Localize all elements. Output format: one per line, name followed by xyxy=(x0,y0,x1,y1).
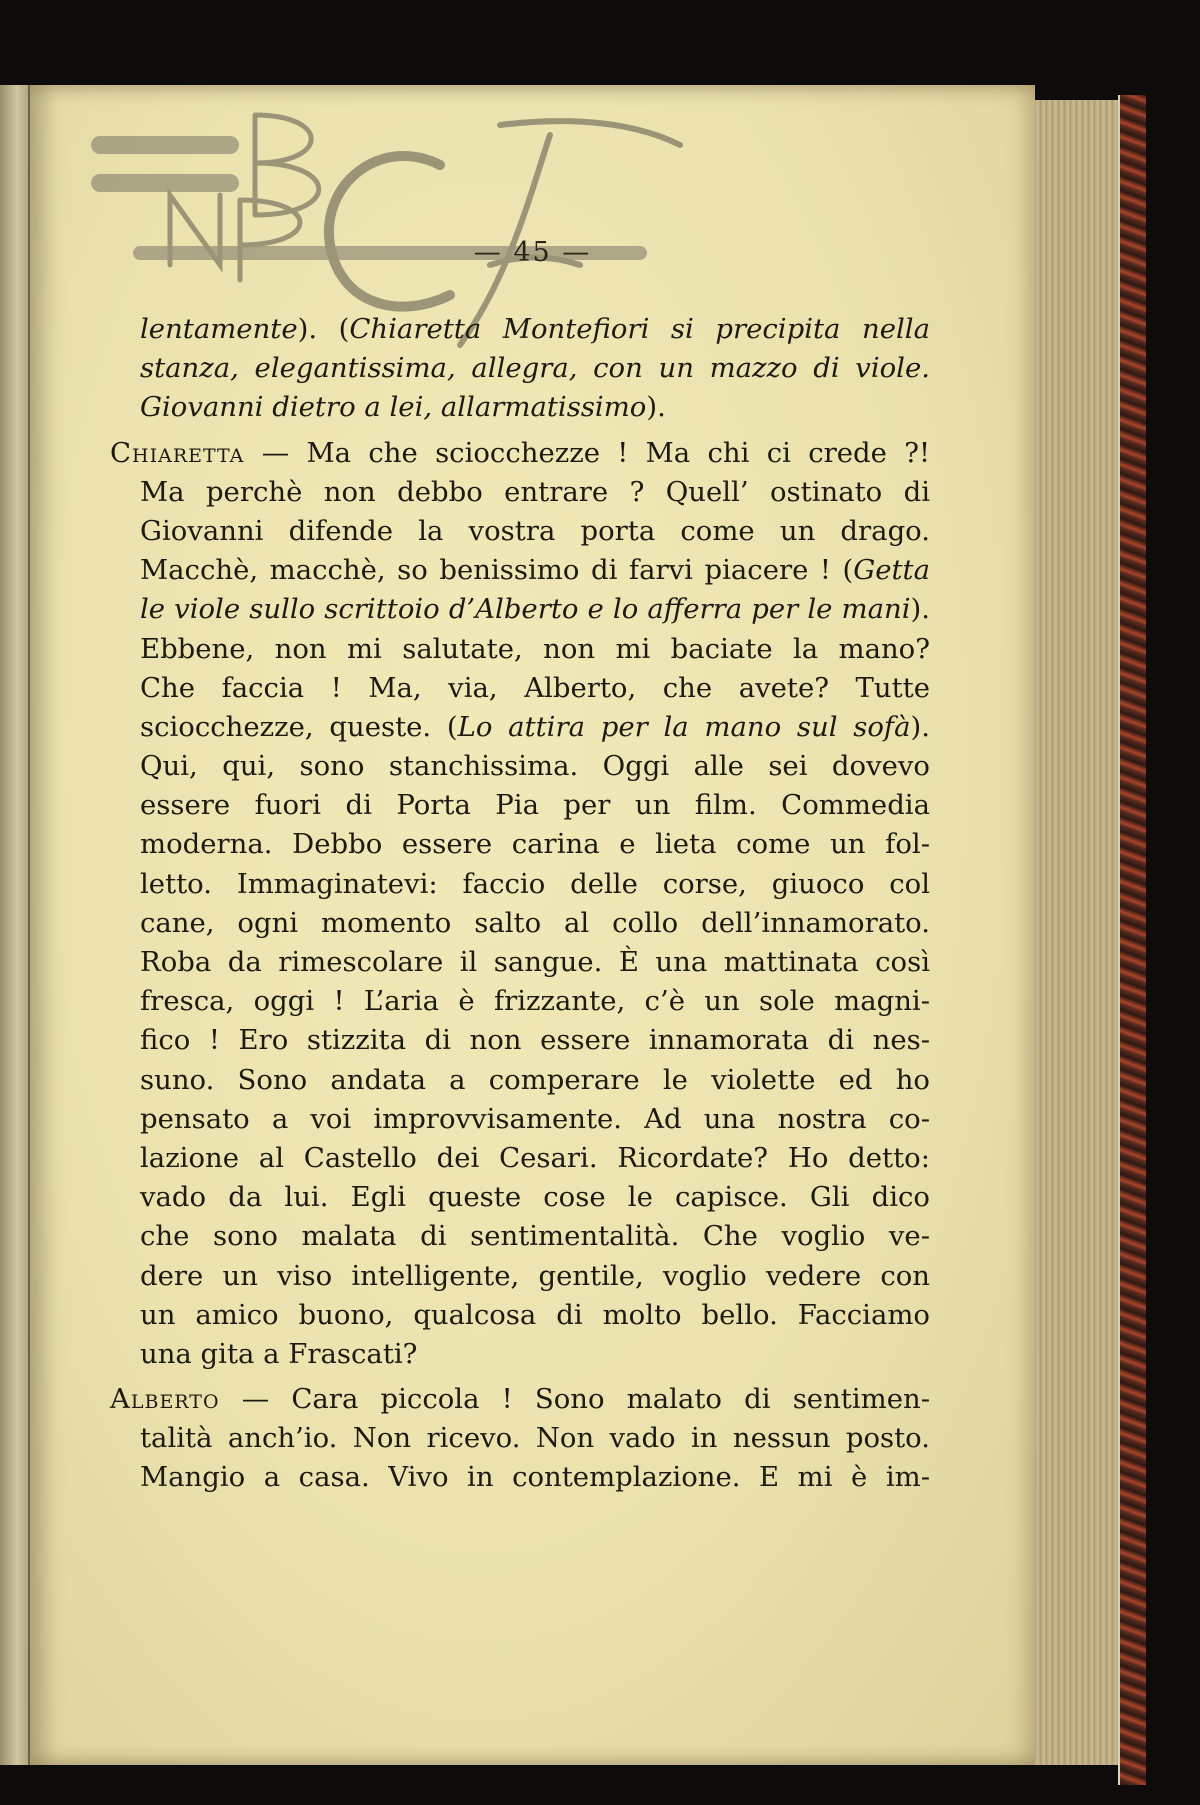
text-segment: un amico buono, qualcosa di molto bello. Facciamo xyxy=(140,1298,930,1331)
text-segment: una gita a Frascati? xyxy=(140,1337,418,1370)
text-line xyxy=(110,904,930,943)
text-line xyxy=(110,1419,930,1458)
text-line xyxy=(110,1061,930,1100)
text-line xyxy=(110,349,930,388)
text-segment: Mangio a casa. Vivo in contemplazione. E mi è im- xyxy=(140,1461,930,1494)
text-segment: Qui, qui, sono stanchissima. Oggi alle sei dovevo xyxy=(140,750,930,783)
text-line xyxy=(110,1139,930,1178)
text-segment: vado da lui. Egli queste cose le capisce. Gli dico xyxy=(140,1181,930,1214)
text-segment: Ma perchè non debbo entrare ? Quell’ ostinato di xyxy=(140,475,930,508)
text-segment: fico ! Ero stizzita di non essere innamorata di nes- xyxy=(140,1024,930,1057)
text-line xyxy=(110,551,930,590)
text-line xyxy=(110,590,930,629)
text-segment: Getta xyxy=(853,554,930,587)
text-segment: Giovanni difende la vostra porta come un drago. xyxy=(140,514,930,547)
text-line xyxy=(110,786,930,825)
text-segment: lazione al Castello dei Cesari. Ricordate? Ho detto: xyxy=(140,1141,930,1174)
text-line xyxy=(110,512,930,551)
text-line xyxy=(110,434,930,473)
text-segment: Ebbene, non mi salutate, non mi baciate la mano? xyxy=(140,632,930,665)
text-segment: ). xyxy=(910,710,930,743)
text-segment: cane, ogni momento salto al collo dell’innamorato. xyxy=(140,906,930,939)
text-segment: ). xyxy=(910,593,930,626)
text-segment: lentamente xyxy=(140,313,298,345)
text-line xyxy=(110,473,930,512)
text-segment: Macchè, macchè, so benissimo di farvi piacere ! ( xyxy=(140,554,854,587)
left-page-edge xyxy=(0,85,30,1765)
text-segment: sciocchezze, queste. ( xyxy=(140,710,458,743)
text-segment: che sono malata di sentimentalità. Che voglio ve- xyxy=(140,1220,930,1253)
text-segment: moderna. Debbo essere carina e lieta come un fol- xyxy=(140,828,930,861)
text-segment: Chiaretta Montefiori si precipita nella xyxy=(349,313,930,345)
text-segment: fresca, oggi ! L’aria è frizzante, c’è un sole magni- xyxy=(140,985,930,1018)
text-line xyxy=(110,1021,930,1060)
play-text xyxy=(110,310,930,1498)
text-segment: talità anch’io. Non ricevo. Non vado in nessun posto. xyxy=(140,1422,930,1455)
text-line xyxy=(110,1380,930,1419)
text-segment: Roba da rimescolare il sangue. È una mattinata così xyxy=(140,946,930,978)
text-line xyxy=(110,388,930,427)
text-line xyxy=(110,825,930,864)
text-segment: ). ( xyxy=(297,313,350,345)
text-segment: — Cara piccola ! Sono malato di sentimen- xyxy=(219,1383,930,1416)
text-segment: — Ma che sciocchezze ! Ma chi ci crede ?! xyxy=(244,436,930,469)
text-line xyxy=(110,1217,930,1256)
text-line xyxy=(110,747,930,786)
text-line xyxy=(110,708,930,747)
text-segment: dere un viso intelligente, gentile, voglio vedere con xyxy=(140,1259,930,1292)
text-segment: essere fuori di Porta Pia per un film. Commedia xyxy=(140,789,930,822)
text-line xyxy=(110,669,930,708)
text-line xyxy=(110,1178,930,1217)
text-line xyxy=(110,1335,930,1374)
speaker-name: Chiaretta xyxy=(110,436,245,469)
text-segment: le viole sullo scrittoio d’Alberto e lo afferra per le mani xyxy=(140,593,911,626)
marbled-cover-edge xyxy=(1118,95,1146,1785)
text-line xyxy=(110,1257,930,1296)
text-segment: stanza, elegantissima, allegra, con un mazzo di viole. xyxy=(140,352,930,385)
text-segment: suno. Sono andata a comperare le violette ed ho xyxy=(140,1063,930,1096)
text-line xyxy=(110,1296,930,1335)
text-line xyxy=(110,943,930,982)
book-page xyxy=(30,85,1035,1765)
text-segment: letto. Immaginatevi: faccio delle corse, giuoco col xyxy=(140,867,930,900)
page-number: — 45 — xyxy=(473,237,592,268)
text-segment: Giovanni dietro a lei, allarmatissimo xyxy=(140,391,647,424)
text-line xyxy=(110,310,930,349)
page-edges xyxy=(1035,100,1120,1765)
text-segment: ). xyxy=(646,391,666,424)
text-line xyxy=(110,1100,930,1139)
text-segment: Che faccia ! Ma, via, Alberto, che avete? Tutte xyxy=(140,671,930,704)
text-line xyxy=(110,1458,930,1497)
text-line xyxy=(110,865,930,904)
text-segment: Lo attira per la mano sul sofà xyxy=(457,710,911,743)
text-segment: pensato a voi improvvisamente. Ad una nostra co- xyxy=(140,1102,930,1135)
text-line xyxy=(110,630,930,669)
speaker-name: Alberto xyxy=(110,1383,220,1416)
text-line xyxy=(110,982,930,1021)
